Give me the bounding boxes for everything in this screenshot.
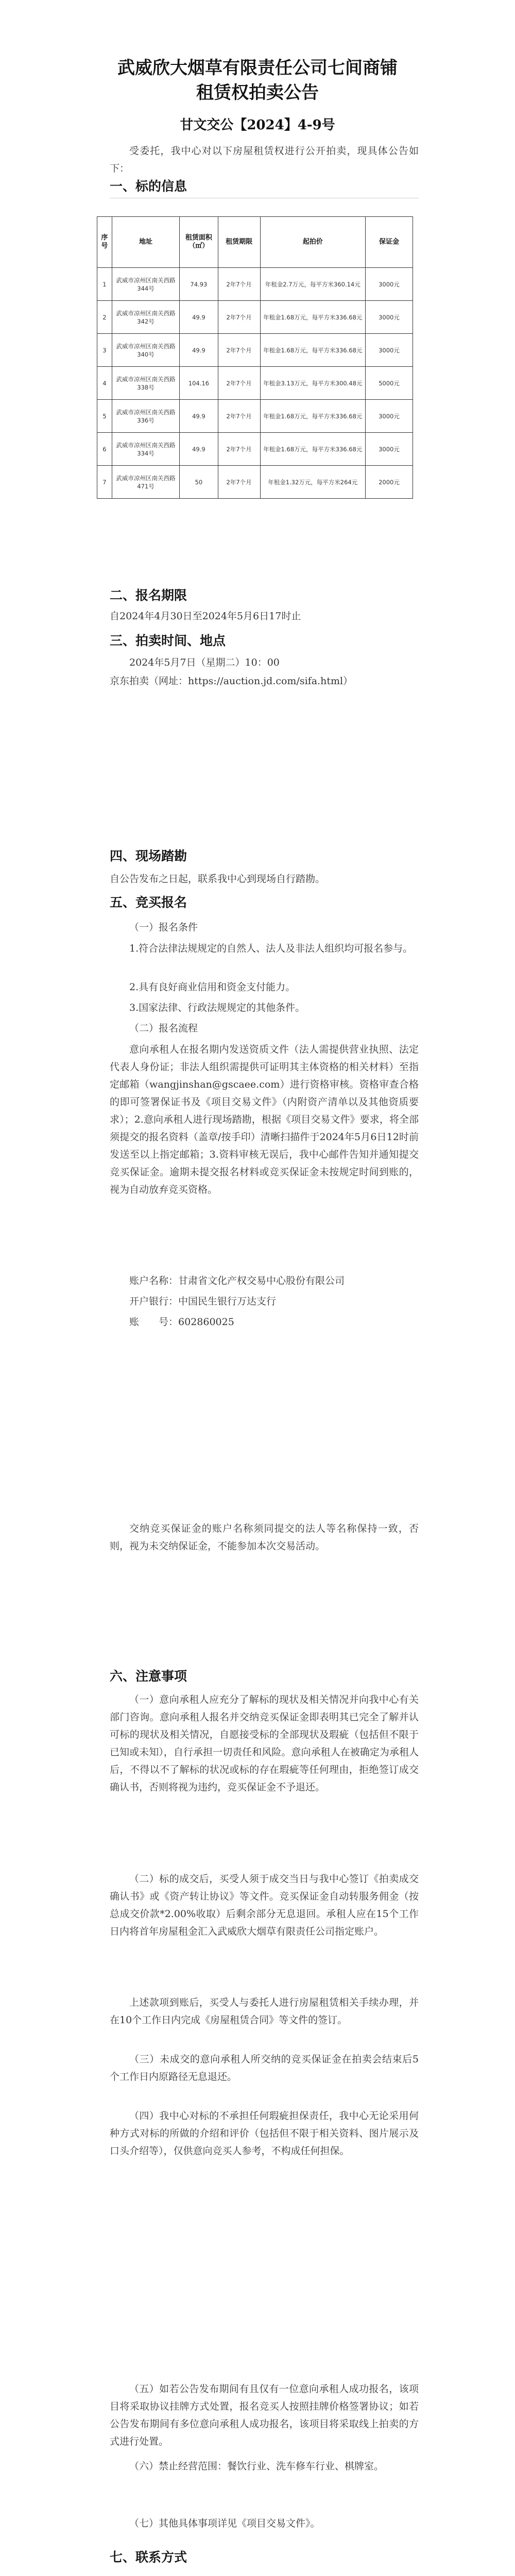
cell-area: 50 [180, 466, 218, 499]
table-row [97, 433, 413, 466]
notice-8: （七）其他具体事项详见《项目交易文件》。 [129, 2518, 320, 2529]
section6-heading: 六、注意事项 [110, 1669, 187, 1684]
cell-address: 武威市凉州区南关西路336号 [112, 400, 179, 433]
cell-address: 武威市凉州区南关西路471号 [112, 466, 179, 499]
cell-address: 武威市凉州区南关西路334号 [112, 433, 179, 466]
header-cell-term: 租赁期限 [218, 217, 260, 268]
cell-term: 2年7个月 [218, 400, 260, 433]
header-cell-address: 地址 [112, 217, 179, 268]
intro-paragraph: 受委托，我中心对以下房屋租赁权进行公开拍卖，现具体公告如下： [110, 145, 419, 174]
header-cell-area: 租赁面积（㎡） [180, 217, 218, 268]
notice-3: 上述款项到账后，买受人与委托人进行房屋租赁相关手续办理，并在10个工作日内完成《房屋租赁合同》等文件的签订。 [110, 1997, 419, 2026]
header-cell-deposit: 保证金 [365, 217, 413, 268]
cell-area: 49.9 [180, 400, 218, 433]
deposit-note: 交纳竞买保证金的账户名称须同提交的法人等名称保持一致，否则，视为未交纳保证金，不能参加本次交易活动。 [110, 1523, 419, 1552]
cell-no: 7 [97, 466, 112, 499]
cell-term: 2年7个月 [218, 334, 260, 367]
cell-term: 2年7个月 [218, 301, 260, 334]
section4-heading: 四、现场踏勘 [110, 849, 187, 863]
notice-4: （三）未成交的意向承租人所交纳的竞买保证金在拍卖会结束后5个工作日内原路径无息退还。 [110, 2054, 419, 2082]
cell-price: 年租金1.68万元，每平方米336.68元 [260, 301, 365, 334]
notice-5: （四）我中心对标的不承担任何瑕疵担保责任，我中心无论采用何种方式对标的所做的介绍和评价（包括但不限于相关资料、图片展示及口头介绍等），仅供意向竞买人参考，不构成任何担保。 [110, 2110, 419, 2157]
cell-no: 2 [97, 301, 112, 334]
notice-6: （五）如若公告发布期间有且仅有一位意向承租人成功报名，该项目将采取协议挂牌方式处置，报名竞买人按照挂牌价格签署协议；如若公告发布期间有多位意向承租人成功报名，该项目将采取线上拍卖的方式进行处置。 [110, 2383, 419, 2447]
cell-term: 2年7个月 [218, 466, 260, 499]
phone-line-1 [129, 2573, 418, 2576]
table-header-row [97, 217, 413, 268]
cell-deposit: 3000元 [365, 400, 413, 433]
account-number-label: 账 号： [129, 1316, 179, 1328]
cell-deposit: 3000元 [365, 433, 413, 466]
table-row [97, 268, 413, 301]
cell-price: 年租金1.68万元，每平方米336.68元 [260, 433, 365, 466]
title-line-1: 武威欣大烟草有限责任公司七间商铺 [117, 58, 398, 78]
auction-place: 京东拍卖（网址：https://auction.jd.com/sifa.html） [110, 675, 353, 687]
site-visit-text: 自公告发布之日起，联系我中心到现场自行踏勘。 [110, 873, 325, 885]
cell-address: 武威市凉州区南关西路338号 [112, 367, 179, 400]
cell-price: 年租金1.68万元，每平方米336.68元 [260, 334, 365, 367]
cell-no: 1 [97, 268, 112, 301]
cell-price: 年租金1.32万元，每平方米264元 [260, 466, 365, 499]
condition-3: 3.国家法律、行政法规规定的其他条件。 [129, 1002, 305, 1013]
cell-address: 武威市凉州区南关西路342号 [112, 301, 179, 334]
header-cell-no: 序号 [97, 217, 112, 268]
section7-heading: 七、联系方式 [110, 2550, 187, 2565]
cell-area: 49.9 [180, 433, 218, 466]
condition-2: 2.具有良好商业信用和资金支付能力。 [129, 981, 296, 993]
cell-price: 年租金1.68万元，每平方米336.68元 [260, 400, 365, 433]
account-number-line [129, 1314, 418, 1330]
cell-no: 4 [97, 367, 112, 400]
cell-address: 武威市凉州区南关西路344号 [112, 268, 179, 301]
cell-no: 5 [97, 400, 112, 433]
table-row [97, 466, 413, 499]
conditions-subheading: （一）报名条件 [129, 922, 198, 933]
section3-heading: 三、拍卖时间、地点 [110, 633, 226, 648]
cell-term: 2年7个月 [218, 367, 260, 400]
cell-term: 2年7个月 [218, 268, 260, 301]
cell-deposit: 3000元 [365, 268, 413, 301]
cell-deposit: 3000元 [365, 301, 413, 334]
cell-area: 74.93 [180, 268, 218, 301]
title-line-2: 租赁权拍卖公告 [196, 82, 319, 103]
notice-2: （二）标的成交后，买受人须于成交当日与我中心签订《拍卖成交确认书》或《资产转让协议》等文件。竞买保证金自动转服务佣金（按总成交价款*2.00%收取）后剩余部分无息退回。承租人应在15个工作日内将首年房屋租金汇入武威欣大烟草有限责任公司指定账户。 [110, 1873, 419, 1937]
section1-heading: 一、标的信息 [110, 179, 187, 194]
cell-price: 年租金2.7万元，每平方米360.14元 [260, 268, 365, 301]
account-name: 账户名称：甘肃省文化产权交易中心股份有限公司 [129, 1275, 345, 1286]
registration-period: 自2024年4月30日至2024年5月6日17时止 [110, 611, 301, 622]
cell-no: 6 [97, 433, 112, 466]
cell-deposit: 5000元 [365, 367, 413, 400]
cell-address: 武威市凉州区南关西路340号 [112, 334, 179, 367]
cell-deposit: 2000元 [365, 466, 413, 499]
auction-time: 2024年5月7日（星期二）10：00 [129, 657, 280, 668]
table-row [97, 400, 413, 433]
bank-name: 开户银行：中国民生银行万达支行 [129, 1296, 277, 1307]
header-cell-price: 起拍价 [260, 217, 365, 268]
cell-deposit: 3000元 [365, 334, 413, 367]
table-row [97, 367, 413, 400]
cell-area: 49.9 [180, 334, 218, 367]
cell-area: 104.16 [180, 367, 218, 400]
cell-no: 3 [97, 334, 112, 367]
table-row [97, 301, 413, 334]
doc-number: 甘文交公【2024】4-9号 [180, 117, 335, 133]
cell-price: 年租金3.13万元，每平方米300.48元 [260, 367, 365, 400]
process-subheading: （二）报名流程 [129, 1023, 198, 1034]
table-row [97, 334, 413, 367]
section2-heading: 二、报名期限 [110, 588, 187, 603]
condition-1: 1.符合法律法规规定的自然人、法人及非法人组织均可报名参与。 [129, 943, 413, 954]
account-number: 602860025 [178, 1316, 234, 1328]
lot-table [97, 216, 413, 499]
notice-7: （六）禁止经营范围：餐饮行业、洗车修车行业、棋牌室。 [129, 2461, 384, 2472]
cell-area: 49.9 [180, 301, 218, 334]
cell-term: 2年7个月 [218, 433, 260, 466]
process-paragraph: 意向承租人在报名期内发送资质文件（法人需提供营业执照、法定代表人身份证；非法人组织需提供可证明其主体资格的相关材料）至指定邮箱（wangjinshan@gscaee.com）进行资格审核。资格审查合格的即可签署保证书及《项目交易文件》（内附资产清单以及其他资质要求）；2.意向承租人进行现场踏勘，根据《项目交易文件》要求，将全部须提交的报名资料（盖章/按手印）清晰扫描件于2024年5月6日12时前发送至以上指定邮箱；3.资料审核无误后，我中心邮件告知并通知提交竞买保证金。逾期未提交报名材料或竞买保证金未按规定时间到账的，视为自动放弃竞买资格。 [110, 1044, 419, 1195]
notice-1: （一）意向承租人应充分了解标的现状及相关情况并向我中心有关部门咨询。意向承租人报名并交纳竞买保证金即表明其已完全了解并认可标的现状及相关情况，自愿接受标的全部现状及瑕疵（包括但不限于已知或未知），自行承担一切责任和风险。意向承租人在被确定为承租人后，不得以不了解标的状况或标的存在瑕疵等任何理由，拒绝签订成交确认书，否则将视为违约，竞买保证金不予退还。 [110, 1694, 419, 1793]
section5-heading: 五、竞买报名 [110, 895, 187, 910]
